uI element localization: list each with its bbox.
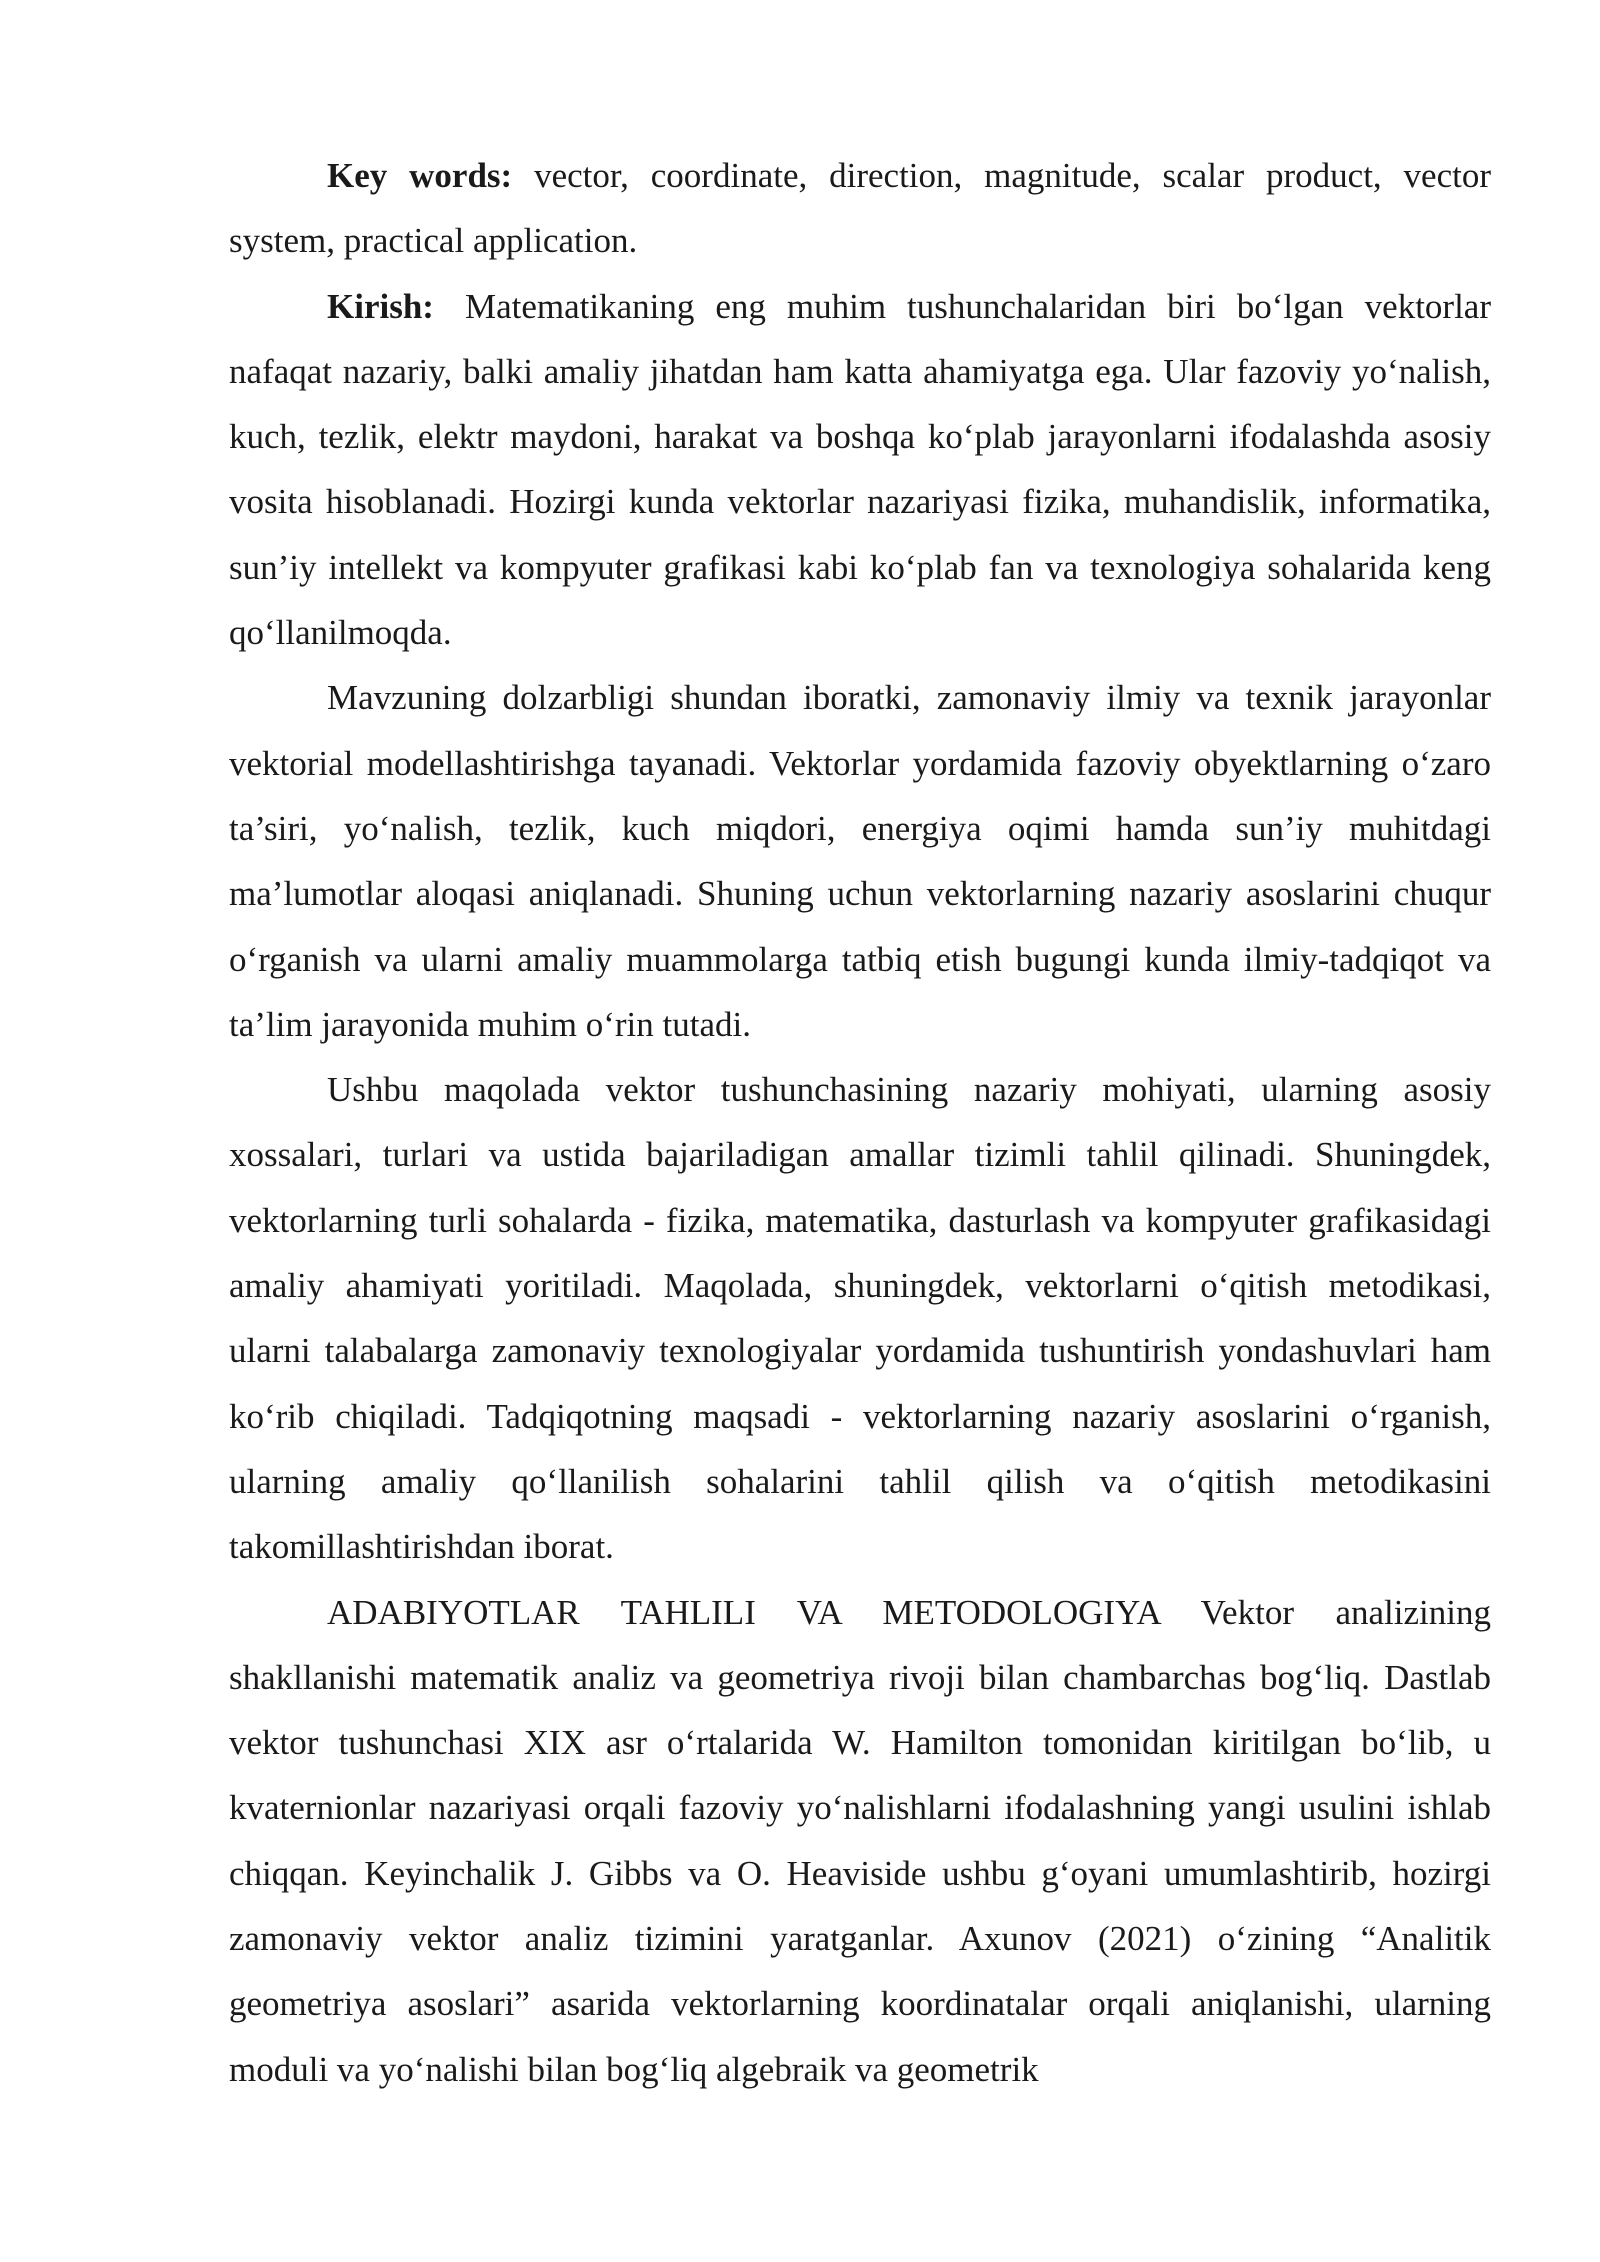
keywords-paragraph <box>229 143 1491 274</box>
keywords-label: Key words: <box>327 156 513 195</box>
intro-paragraph <box>229 274 1491 666</box>
body-paragraph-purpose: Ushbu maqolada vektor tushunchasining nazariy mohiyati, ularning asosiy xossalari, turlari va ustida bajariladigan amallar tizimli tahlil qilinadi. Shuningdek, vektorlarning turli sohalarda - fizika, matematika, dasturlash va kompyuter grafikasidagi amaliy ahamiyati yoritiladi. Maqolada, shuningdek, vektorlarni o‘qitish metodikasi, ularni talabalarga zamonaviy texnologiyalar yordamida tushuntirish yondashuvlari ham ko‘rib chiqiladi. Tadqiqotning maqsadi - vektorlarning nazariy asoslarini o‘rganish, ularning amaliy qo‘llanilish sohalarini tahlil qilish va o‘qitish metodikasini takomillashtirishdan iborat. <box>229 1070 1491 1567</box>
intro-text: Matematikaning eng muhim tushunchalaridan biri bo‘lgan vektorlar nafaqat nazariy, balki amaliy jihatdan ham katta ahamiyatga ega. Ular fazoviy yo‘nalish, kuch, tezlik, elektr maydoni, harakat va boshqa ko‘plab jarayonlarni ifodalashda asosiy vosita hisoblanadi. Hozirgi kunda vektorlar nazariyasi fizika, muhandislik, informatika, sun’iy intellekt va kompyuter grafikasi kabi ko‘plab fan va texnologiya sohalarida keng qo‘llanilmoqda. <box>229 286 1492 653</box>
body-paragraph-relevance: Mavzuning dolzarbligi shundan iboratki, zamonaviy ilmiy va texnik jarayonlar vektorial modellashtirishga tayanadi. Vektorlar yordamida fazoviy obyektlarning o‘zaro ta’siri, yo‘nalish, tezlik, kuch miqdori, energiya oqimi hamda sun’iy muhitdagi ma’lumotlar aloqasi aniqlanadi. Shuning uchun vektorlarning nazariy asoslarini chuqur o‘rganish va ularni amaliy muammolarga tatbiq etish bugungi kunda ilmiy-tadqiqot va ta’lim jarayonida muhim o‘rin tutadi. <box>229 678 1491 1044</box>
document-page <box>229 143 1491 2102</box>
body-paragraph-literature-review: ADABIYOTLAR TAHLILI VA METODOLOGIYA Vektor analizining shakllanishi matematik analiz va geometriya rivoji bilan chambarchas bog‘liq. Dastlab vektor tushunchasi XIX asr o‘rtalarida W. Hamilton tomonidan kiritilgan bo‘lib, u kvaternionlar nazariyasi orqali fazoviy yo‘nalishlarni ifodalashning yangi usulini ishlab chiqqan. Keyinchalik J. Gibbs va O. Heaviside ushbu g‘oyani umumlashtirib, hozirgi zamonaviy vektor analiz tizimini yaratganlar. Axunov (2021) o‘zining “Analitik geometriya asoslari” asarida vektorlarning koordinatalar orqali aniqlanishi, ularning moduli va yo‘nalishi bilan bog‘liq algebraik va geometrik <box>229 1592 1491 2089</box>
intro-label: Kirish: <box>327 286 434 326</box>
keywords-text: vector, coordinate, direction, magnitude, scalar product, vector system, practical application. <box>229 156 1492 261</box>
